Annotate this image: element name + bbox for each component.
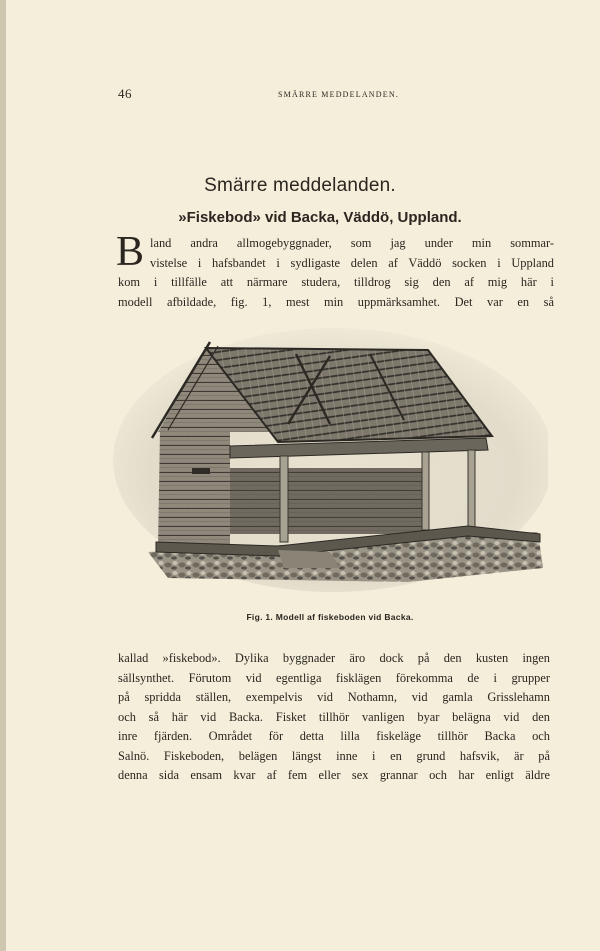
text-line: sällsynthet. Förutom vid egentliga fisklägen förekomma de i grupper bbox=[118, 670, 550, 685]
text-line: på spridda ställen, exempelvis vid Nothamn, vid gamla Grisslehamn bbox=[118, 690, 550, 704]
figure-caption: Fig. 1. Modell af fiskeboden vid Backa. bbox=[246, 612, 414, 622]
text-line: kom i tillfälle att närmare studera, tilldrog sig den af mig här i bbox=[118, 275, 554, 289]
drop-cap: B bbox=[116, 229, 145, 275]
article-title: »Fiskebod» vid Backa, Väddö, Uppland. bbox=[178, 209, 462, 226]
text-line: Salnö. Fiskeboden, belägen längst inne i en grund hafsvik, är på bbox=[118, 748, 550, 763]
paragraph-bottom bbox=[118, 649, 550, 786]
text-line: vistelse i hafsbandet i sydligaste delen af Väddö socken i Uppland bbox=[150, 255, 554, 270]
text-line: kallad »fiskebod». Dylika byggnader äro dock på den kusten ingen bbox=[118, 651, 550, 665]
text-line: inre fjärden. Området för detta lilla fiskeläge tillhör Backa och bbox=[118, 729, 550, 743]
page-edge-shadow bbox=[0, 0, 6, 951]
figure-fishing-hut-illustration bbox=[108, 320, 548, 592]
page-number: 46 bbox=[118, 86, 132, 101]
text-line: modell afbildade, fig. 1, mest min uppmärksamhet. Det var en så bbox=[118, 294, 554, 309]
running-head: SMÄRRE MEDDELANDEN. bbox=[278, 90, 400, 99]
text-line: och så här vid Backa. Fisket tillhör vanligen byar belägna vid den bbox=[118, 709, 550, 724]
text-line: denna sida ensam kvar af fem eller sex grannar och har enligt äldre bbox=[118, 768, 550, 782]
paragraph-top bbox=[116, 229, 554, 312]
fishing-hut-image bbox=[108, 320, 548, 592]
text-line: land andra allmogebyggnader, som jag under min sommar- bbox=[150, 236, 554, 250]
section-title: Smärre meddelanden. bbox=[204, 175, 396, 196]
